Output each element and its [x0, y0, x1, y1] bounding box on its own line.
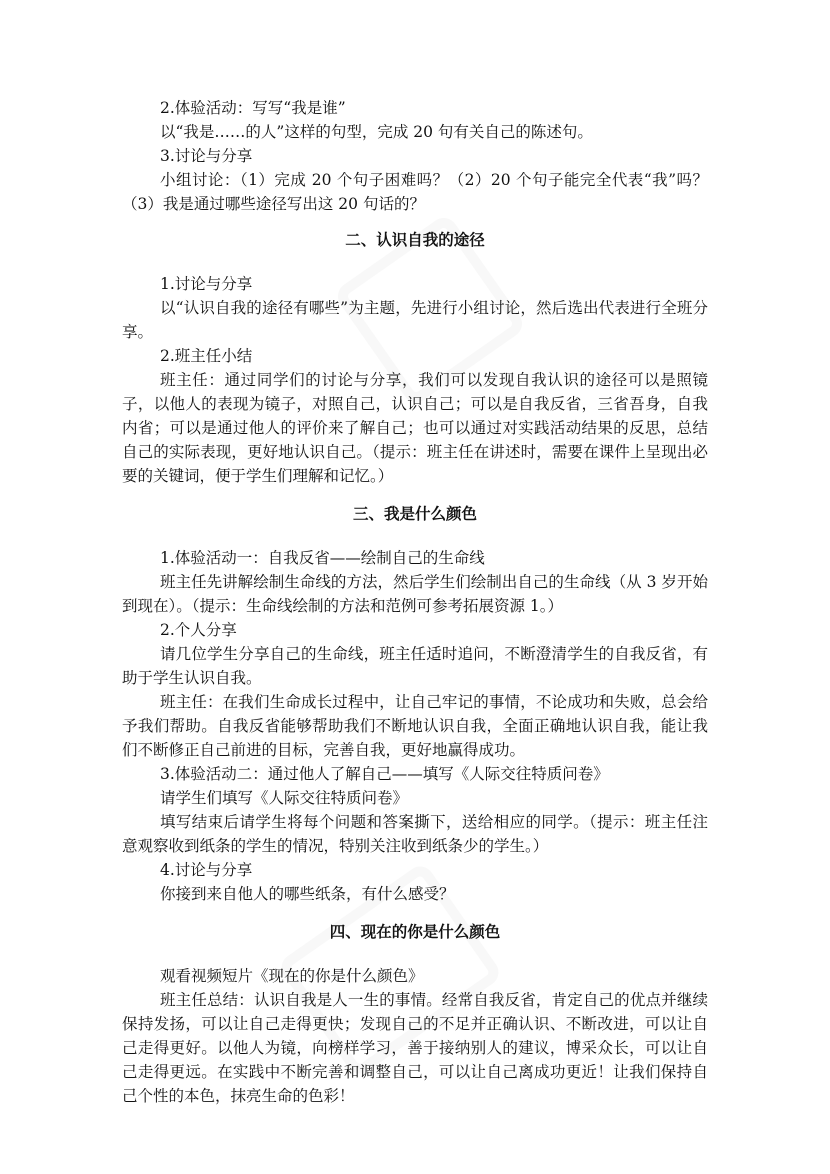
section3-item3-text-a: 请学生们填写《人际交往特质问卷》: [160, 789, 409, 807]
section2-item1-heading: 1.讨论与分享: [160, 275, 253, 293]
section3-item4-heading: 4.讨论与分享: [160, 861, 253, 879]
section4-text-b: 班主任总结：认识自我是人一生的事情。经常自我反省，肯定自己的优点并继续保持发扬，可以让自己走得更快；发现自己的不足并正确认识、不断改进，可以让自己走得更好。以他人为镜，向榜样学习，善于接纳别人的建议，博采众长，可以让自己走得更远。在实践中不断完善和调整自己，可以让自己离成功更近！让我们保持自己个性的本色，抹亮生命的色彩！: [122, 991, 708, 1105]
section4-heading-wrap: [122, 906, 708, 964]
section3-item3-heading: 3.体验活动二：通过他人了解自己——填写《人际交往特质问卷》: [160, 765, 609, 783]
section3-item3-text-b: 填写结束后请学生将每个问题和答案撕下，送给相应的同学。（提示：班主任注意观察收到纸条的学生的情况，特别关注收到纸条少的学生。）: [122, 813, 708, 855]
section3-item2-text-b: 班主任：在我们生命成长过程中，让自己牢记的事情，不论成功和失败，总会给予我们帮助。自我反省能够帮助我们不断地认识自我，全面正确地认识自我，能让我们不断修正自己前进的目标，完善自我，更好地赢得成功。: [122, 693, 708, 759]
section3-title: 三、我是什么颜色: [352, 505, 477, 523]
section1-item3-heading: 3.讨论与分享: [160, 147, 253, 165]
section2-title: 二、认识自我的途径: [345, 231, 485, 249]
section2-item2-heading: 2.班主任小结: [160, 347, 253, 365]
section2-item1-text: 以“认识自我的途径有哪些”为主题，先进行小组讨论，然后选出代表进行全班分享。: [122, 299, 708, 341]
section3-item1-text: 班主任先讲解绘制生命线的方法，然后学生们绘制出自己的生命线（从 3 岁开始到现在）。（提示：生命线绘制的方法和范例可参考拓展资源 1。）: [122, 573, 708, 615]
section3-item2-heading: 2.个人分享: [160, 621, 237, 639]
section3-heading-wrap: [122, 488, 708, 546]
section3-item2-text-a: 请几位学生分享自己的生命线，班主任适时追问，不断澄清学生的自我反省，有助于学生认识自我。: [122, 645, 708, 687]
document-body: [122, 96, 708, 1108]
section1-item2-text: 以“我是……的人”这样的句型，完成 20 句有关自己的陈述句。: [160, 123, 593, 141]
section1-item3-text: 小组讨论：（1）完成 20 个句子困难吗？（2）20 个句子能完全代表“我”吗？（3）我是通过哪些途径写出这 20 句话的？: [122, 171, 708, 213]
section3-item1-heading: 1.体验活动一：自我反省——绘制自己的生命线: [160, 549, 485, 567]
section3-item4-text: 你接到来自他人的哪些纸条，有什么感受？: [160, 885, 455, 903]
section4-text-a: 观看视频短片《现在的你是什么颜色》: [160, 967, 424, 985]
section1-item2-heading: 2.体验活动：写写“我是谁”: [160, 99, 346, 117]
section2-item2-text: 班主任：通过同学们的讨论与分享，我们可以发现自我认识的途径可以是照镜子，以他人的表现为镜子，对照自己，认识自己；可以是自我反省，三省吾身，自我内省；可以是通过他人的评价来了解自己；也可以通过对实践活动结果的反思，总结自己的实际表现，更好地认识自己。（提示：班主任在讲述时，需要在课件上呈现出必要的关键词，便于学生们理解和记忆。）: [122, 371, 708, 485]
section2-heading-wrap: [122, 216, 708, 272]
section4-title: 四、现在的你是什么颜色: [329, 923, 501, 941]
